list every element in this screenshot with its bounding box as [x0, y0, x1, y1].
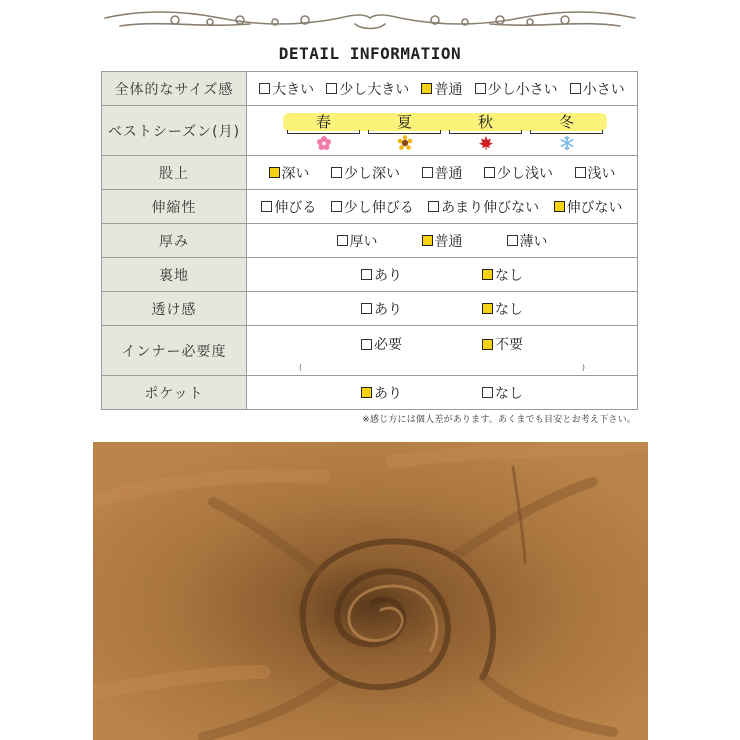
row-sheerness — [102, 292, 638, 326]
checkbox-icon — [361, 339, 372, 350]
sunflower-icon — [397, 135, 413, 151]
checkbox-checked-icon — [482, 303, 493, 314]
option: なし — [482, 265, 523, 285]
paren-left: ( — [299, 363, 303, 372]
row-lining — [102, 258, 638, 292]
option-group — [247, 163, 637, 183]
checkbox-checked-icon — [361, 387, 372, 398]
season-chart — [247, 107, 637, 155]
option-group — [247, 383, 637, 403]
checkbox-icon — [331, 201, 342, 212]
checkbox-checked-icon — [421, 83, 432, 94]
option: 普通 — [422, 163, 463, 183]
row-season — [102, 106, 638, 156]
checkbox-checked-icon — [269, 167, 280, 178]
row-label: 股上 — [102, 156, 247, 190]
option: 浅い — [575, 163, 616, 183]
option: なし — [482, 299, 523, 319]
option: あり — [361, 383, 402, 403]
season-summer: 夏 — [364, 113, 445, 131]
row-thickness — [102, 224, 638, 258]
row-stretch — [102, 190, 638, 224]
season-bar — [283, 113, 607, 131]
checkbox-checked-icon — [554, 201, 565, 212]
row-label: インナー必要度 — [102, 326, 247, 376]
option: 普通 — [422, 231, 463, 251]
option: 必要 — [361, 334, 402, 354]
paren-right: ) — [581, 363, 585, 372]
checkbox-icon — [361, 303, 372, 314]
row-label: ポケット — [102, 376, 247, 410]
option: 少し大きい — [326, 79, 409, 99]
checkbox-checked-icon — [482, 269, 493, 280]
row-pocket — [102, 376, 638, 410]
option-group — [247, 197, 637, 217]
maple-leaf-icon — [478, 135, 494, 151]
option: あり — [361, 265, 402, 285]
option: 少し浅い — [484, 163, 553, 183]
option: 伸びない — [554, 197, 623, 217]
checkbox-icon — [507, 235, 518, 246]
disclaimer-note: ※感じ方には個人差があります。あくまでも目安とお考え下さい。 — [362, 415, 636, 425]
option-group — [247, 231, 637, 251]
snowflake-icon — [559, 135, 575, 151]
checkbox-icon — [261, 201, 272, 212]
checkbox-checked-icon — [482, 339, 493, 350]
decorative-ornament — [100, 6, 640, 36]
page-title: DETAIL INFORMATION — [278, 44, 462, 63]
checkbox-icon — [326, 83, 337, 94]
option: 大きい — [259, 79, 314, 99]
option: あまり伸びない — [428, 197, 539, 217]
checkbox-icon — [482, 387, 493, 398]
option-group — [247, 299, 637, 319]
option: 少し深い — [331, 163, 400, 183]
checkbox-icon — [331, 167, 342, 178]
checkbox-checked-icon — [422, 235, 433, 246]
checkbox-icon — [484, 167, 495, 178]
season-winter: 冬 — [526, 113, 607, 131]
option: 深い — [269, 163, 310, 183]
option: 薄い — [507, 231, 548, 251]
checkbox-icon — [428, 201, 439, 212]
option-group — [247, 79, 637, 99]
option: 不要 — [482, 334, 523, 354]
season-autumn: 秋 — [445, 113, 526, 131]
option: 少し伸びる — [331, 197, 414, 217]
row-label: ベストシーズン(月) — [102, 106, 247, 156]
fabric-photo — [93, 442, 648, 740]
checkbox-icon — [361, 269, 372, 280]
option: 少し小さい — [475, 79, 558, 99]
row-inner — [102, 326, 638, 376]
row-rise — [102, 156, 638, 190]
row-size — [102, 72, 638, 106]
option: あり — [361, 299, 402, 319]
row-label: 透け感 — [102, 292, 247, 326]
option-group — [247, 334, 637, 354]
option-group — [247, 265, 637, 285]
checkbox-icon — [575, 167, 586, 178]
detail-table — [101, 71, 638, 410]
checkbox-icon — [570, 83, 581, 94]
checkbox-icon — [422, 167, 433, 178]
row-label: 厚み — [102, 224, 247, 258]
option: なし — [482, 383, 523, 403]
season-spring: 春 — [283, 113, 364, 131]
row-label: 伸縮性 — [102, 190, 247, 224]
row-label: 裏地 — [102, 258, 247, 292]
checkbox-icon — [259, 83, 270, 94]
option: 伸びる — [261, 197, 316, 217]
option: 普通 — [421, 79, 462, 99]
option: 小さい — [570, 79, 625, 99]
row-label: 全体的なサイズ感 — [102, 72, 247, 106]
flower-icon — [316, 135, 332, 151]
option: 厚い — [337, 231, 378, 251]
checkbox-icon — [475, 83, 486, 94]
checkbox-icon — [337, 235, 348, 246]
